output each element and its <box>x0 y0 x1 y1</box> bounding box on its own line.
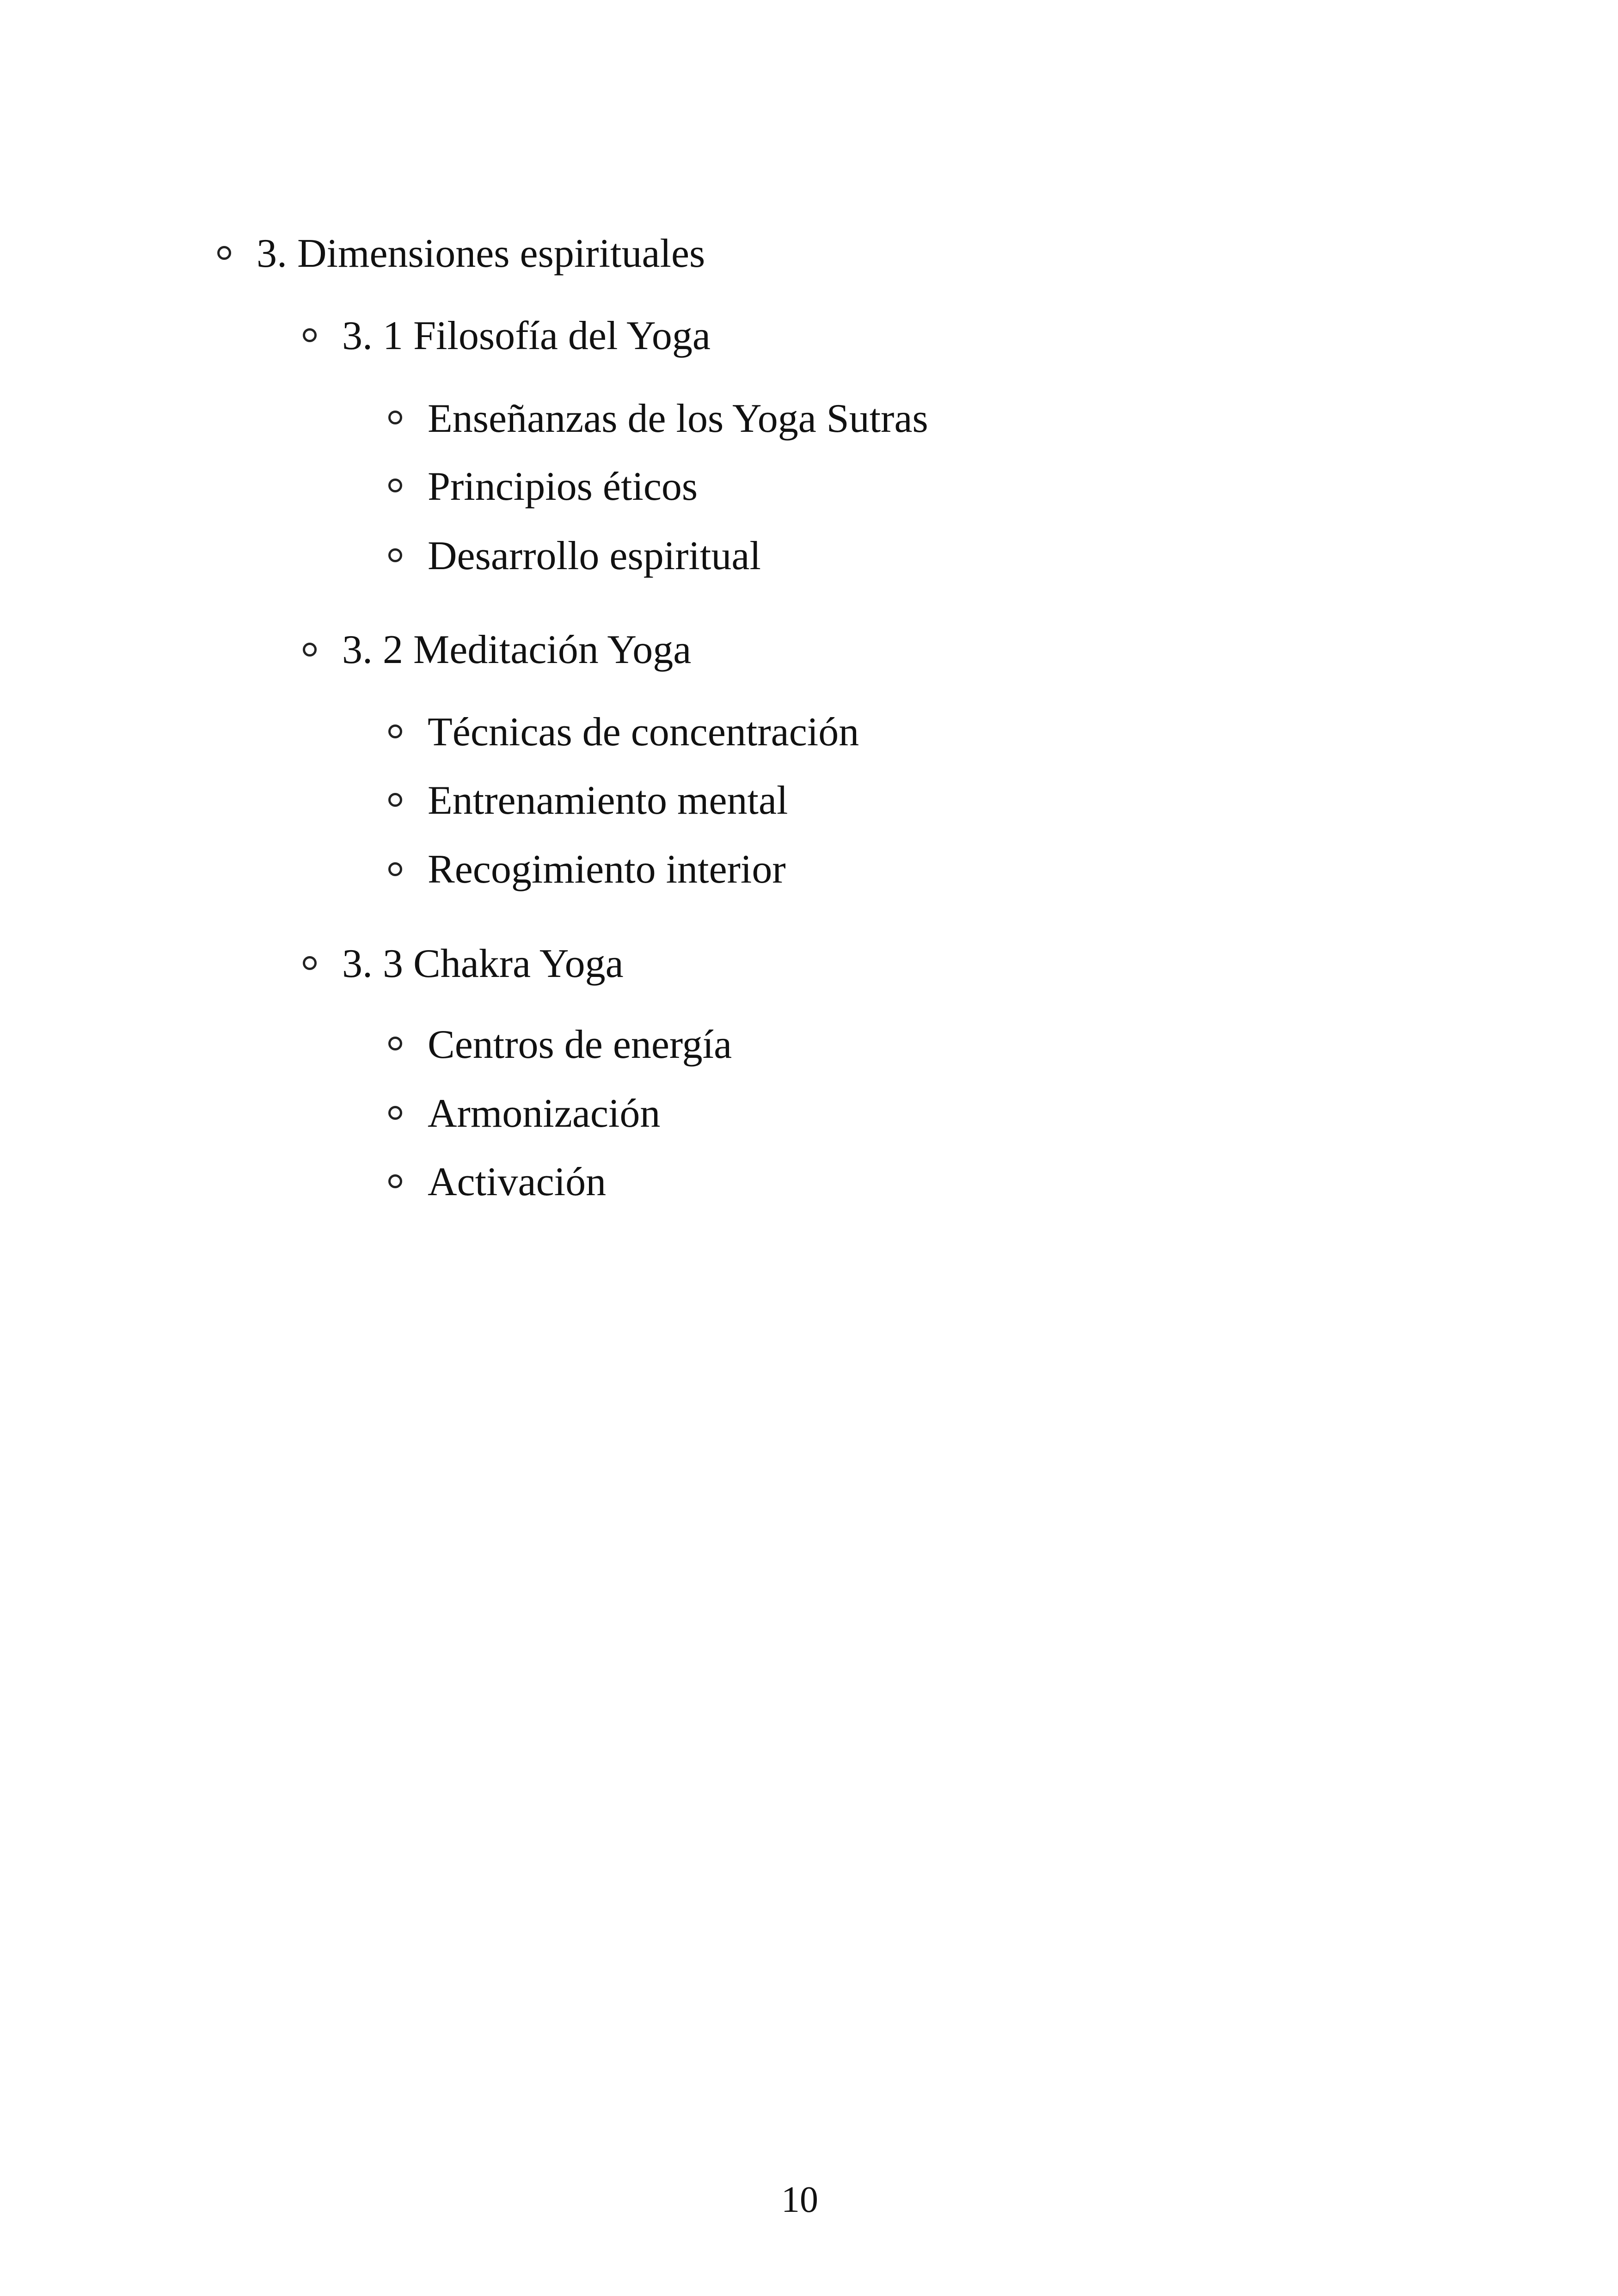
bullet-circle-icon <box>388 724 402 738</box>
bullet-circle-icon <box>303 643 317 657</box>
bullet-circle-icon <box>303 956 317 970</box>
bullet-circle-icon <box>388 1174 402 1188</box>
subsection-heading: 3. 1 Filosofía del Yoga <box>342 313 711 358</box>
list-item: Armonización <box>428 1091 661 1136</box>
subsection-heading: 3. 3 Chakra Yoga <box>342 941 624 986</box>
list-item: Técnicas de concentración <box>428 710 859 755</box>
subsection-heading: 3. 2 Meditación Yoga <box>342 627 692 672</box>
bullet-circle-icon <box>388 479 402 492</box>
bullet-circle-icon <box>388 548 402 562</box>
bullet-circle-icon <box>303 328 317 342</box>
list-item: Desarrollo espiritual <box>428 534 761 578</box>
bullet-circle-icon <box>388 1037 402 1050</box>
list-item: Centros de energía <box>428 1022 732 1067</box>
section-heading: 3. Dimensiones espirituales <box>257 231 705 276</box>
bullet-circle-icon <box>388 862 402 876</box>
page-number: 10 <box>781 2179 818 2220</box>
bullet-circle-icon <box>217 246 231 260</box>
list-item: Activación <box>428 1160 607 1204</box>
list-item: Recogimiento interior <box>428 847 786 892</box>
bullet-circle-icon <box>388 1106 402 1120</box>
bullet-circle-icon <box>388 411 402 424</box>
list-item: Principios éticos <box>428 464 698 509</box>
bullet-circle-icon <box>388 793 402 807</box>
list-item: Entrenamiento mental <box>428 778 788 823</box>
list-item: Enseñanzas de los Yoga Sutras <box>428 396 928 441</box>
